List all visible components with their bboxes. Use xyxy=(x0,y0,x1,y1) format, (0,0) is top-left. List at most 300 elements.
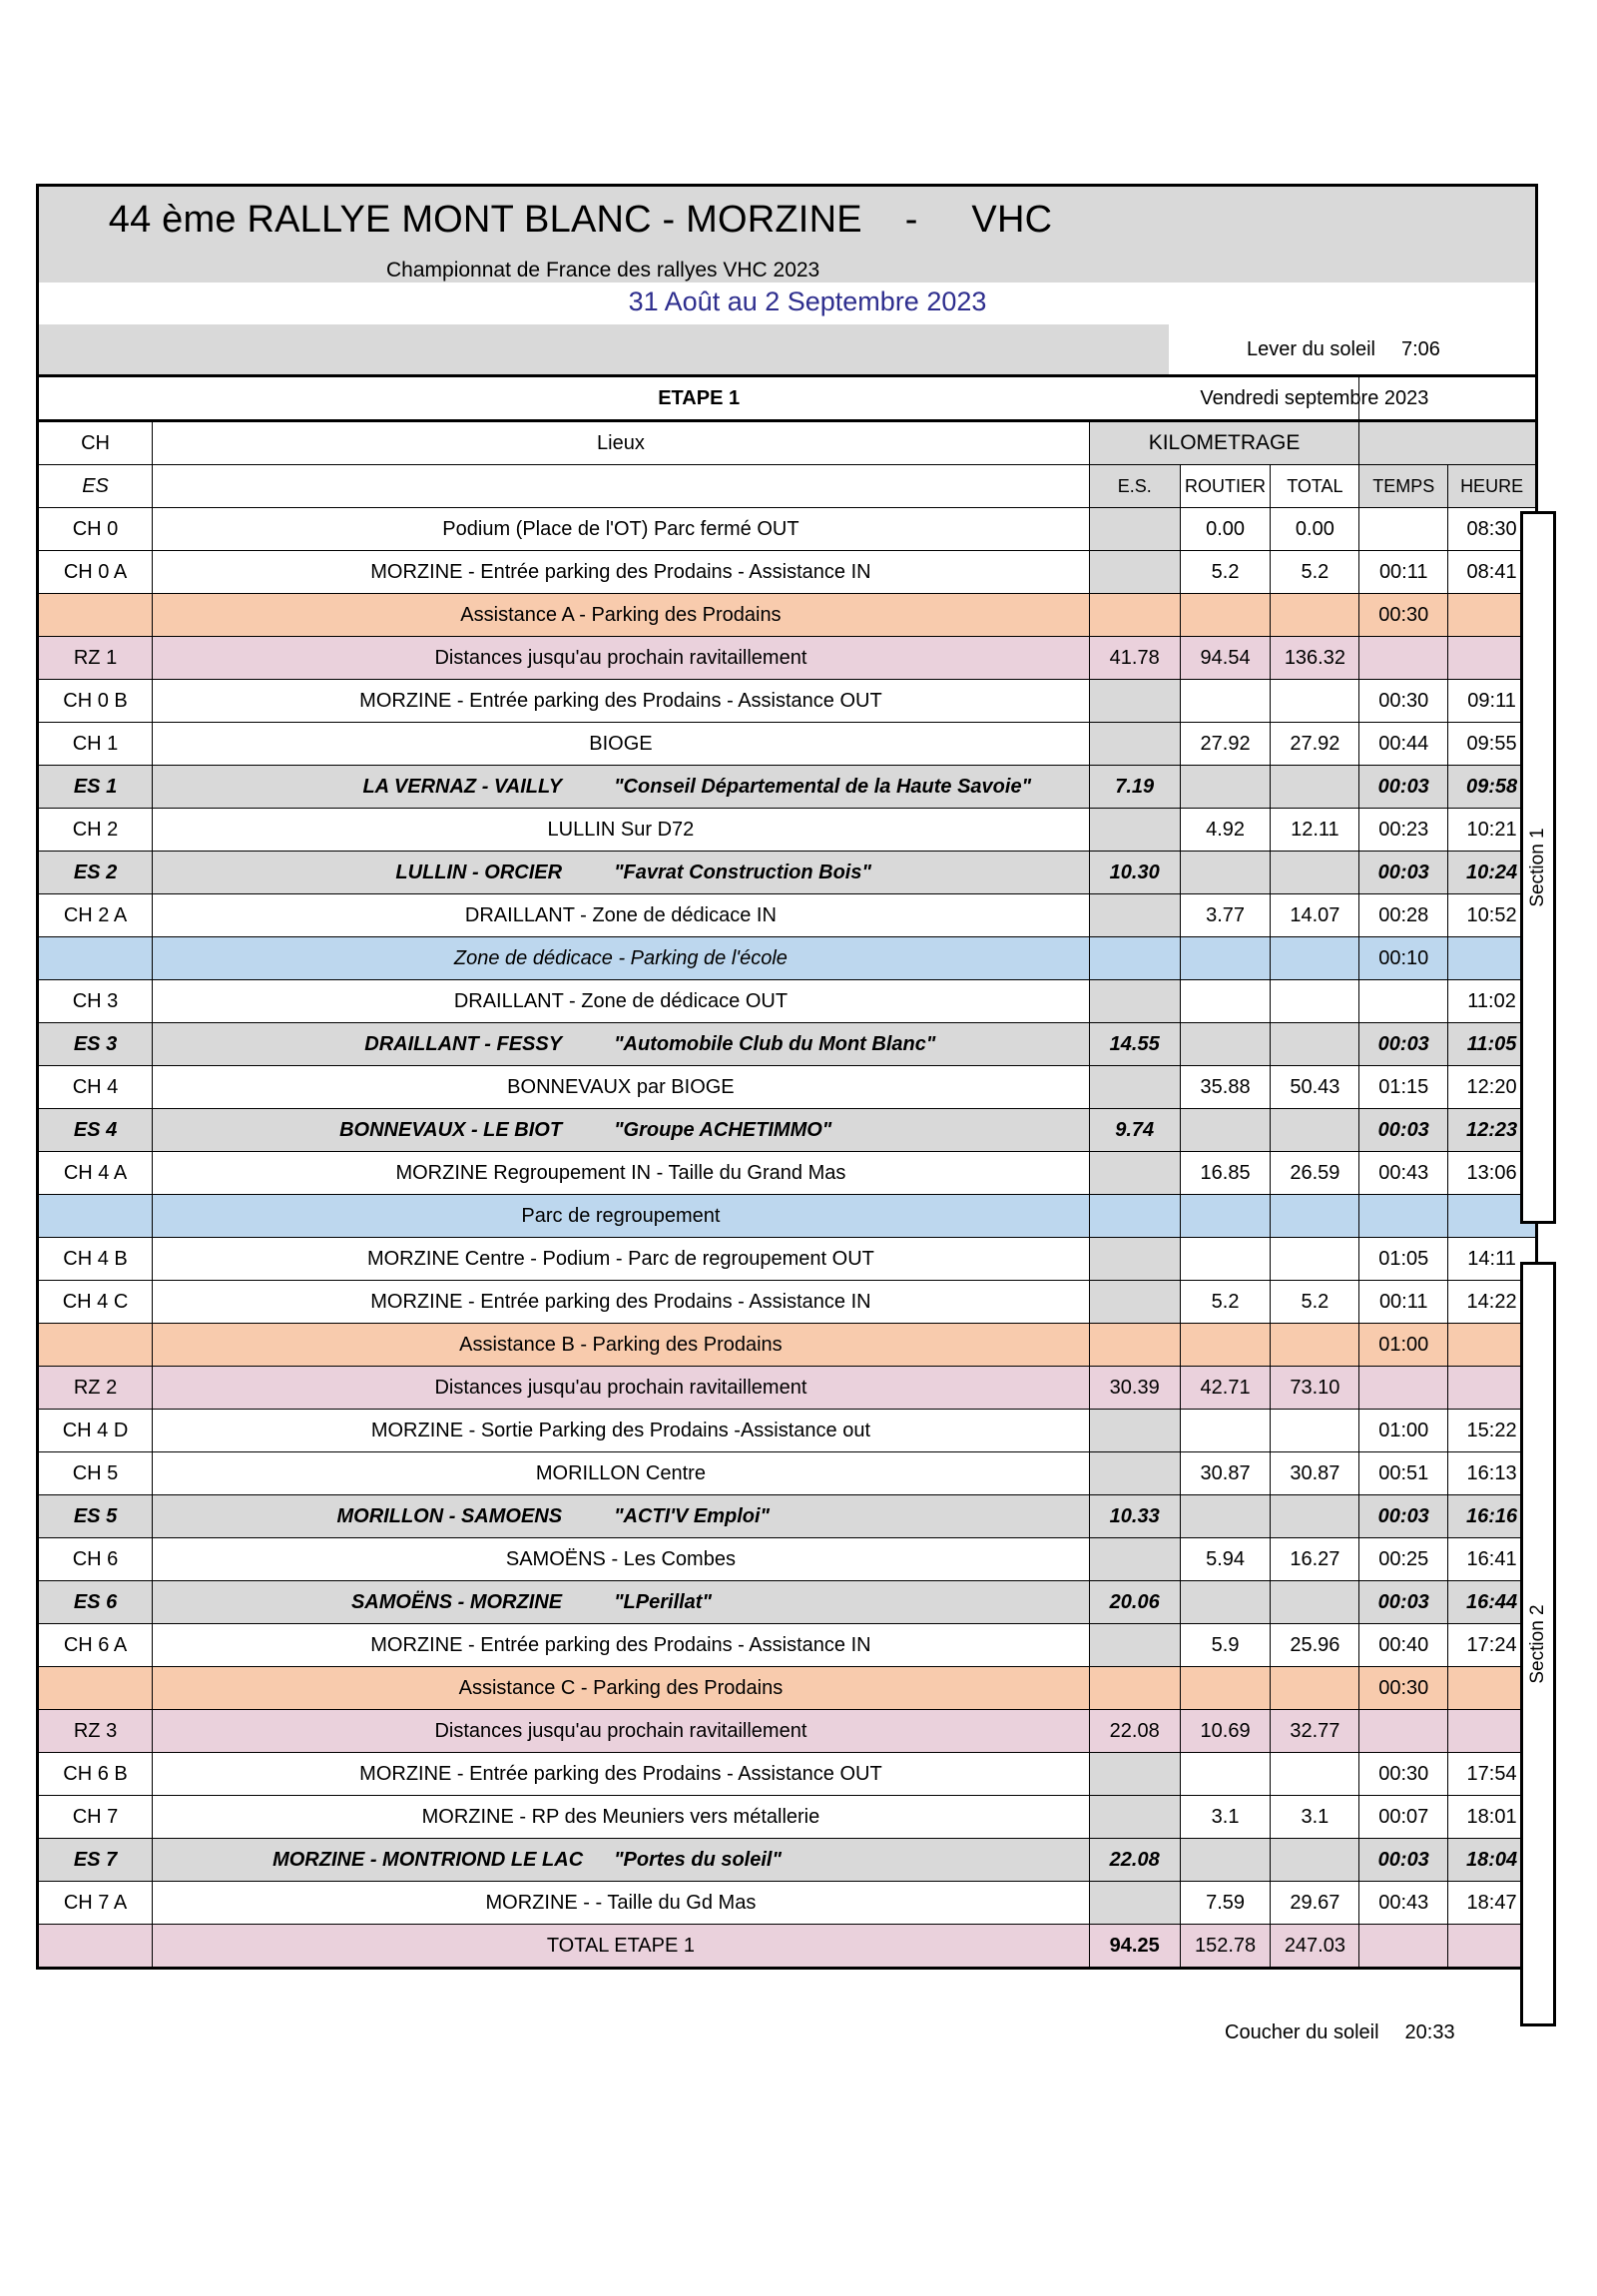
km-routier xyxy=(1180,766,1271,809)
km-routier: 27.92 xyxy=(1180,723,1271,766)
km-total: 5.2 xyxy=(1271,551,1359,594)
stage-name: MORZINE - MONTRIOND LE LAC xyxy=(272,1848,584,1871)
stage-sponsor: "Favrat Construction Bois" xyxy=(614,861,871,883)
total-km-es: 94.25 xyxy=(1089,1925,1180,1969)
km-total xyxy=(1271,852,1359,894)
km-es xyxy=(1089,508,1180,551)
km-total: 14.07 xyxy=(1271,894,1359,937)
row-blank xyxy=(38,1667,153,1710)
km-total xyxy=(1271,766,1359,809)
special-stage-row xyxy=(38,1109,1537,1152)
time-temps xyxy=(1359,1367,1448,1410)
assistance-row xyxy=(38,594,1537,637)
assistance-place: Assistance B - Parking des Prodains xyxy=(153,1324,1090,1367)
km-es: 9.74 xyxy=(1089,1109,1180,1152)
stage-name: LA VERNAZ - VAILLY xyxy=(362,775,563,798)
col-heure: HEURE xyxy=(1448,465,1537,508)
time-heure: 14:22 xyxy=(1448,1281,1537,1324)
document-header xyxy=(36,184,1538,374)
km-es xyxy=(1089,1667,1180,1710)
km-routier xyxy=(1180,937,1271,980)
etape-day-text: Vendredi septembre 2023 xyxy=(1200,386,1429,409)
special-stage-row xyxy=(38,1495,1537,1538)
km-total: 136.32 xyxy=(1271,637,1359,680)
time-heure: 12:20 xyxy=(1448,1066,1537,1109)
km-es xyxy=(1089,1195,1180,1238)
row-blank xyxy=(38,937,153,980)
control-row xyxy=(38,551,1537,594)
special-stage-row xyxy=(38,1839,1537,1882)
total-km-total: 247.03 xyxy=(1271,1925,1359,1969)
assistance-place: Assistance C - Parking des Prodains xyxy=(153,1667,1090,1710)
km-es: 7.19 xyxy=(1089,766,1180,809)
time-temps: 00:30 xyxy=(1359,594,1448,637)
stage-code: ES 4 xyxy=(38,1109,153,1152)
km-total: 12.11 xyxy=(1271,809,1359,852)
control-place: MORZINE - Entrée parking des Prodains - Assistance IN xyxy=(153,1281,1090,1324)
time-temps: 00:44 xyxy=(1359,723,1448,766)
control-row xyxy=(38,1796,1537,1839)
control-place: MORZINE - RP des Meuniers vers métallerie xyxy=(153,1796,1090,1839)
itinerary-table xyxy=(36,374,1538,1970)
itinerary-body xyxy=(38,376,1537,1969)
special-stage-row xyxy=(38,1023,1537,1066)
km-routier: 10.69 xyxy=(1180,1710,1271,1753)
refuel-row xyxy=(38,1710,1537,1753)
section-1-label: Section 1 xyxy=(1527,828,1548,907)
control-row xyxy=(38,508,1537,551)
special-stage-row xyxy=(38,766,1537,809)
control-row xyxy=(38,809,1537,852)
km-routier: 4.92 xyxy=(1180,809,1271,852)
time-temps: 00:03 xyxy=(1359,852,1448,894)
time-heure: 13:06 xyxy=(1448,1152,1537,1195)
km-routier xyxy=(1180,594,1271,637)
km-es xyxy=(1089,1753,1180,1796)
km-routier: 3.77 xyxy=(1180,894,1271,937)
km-total xyxy=(1271,1753,1359,1796)
control-place: MORZINE - Entrée parking des Prodains - Assistance OUT xyxy=(153,1753,1090,1796)
km-es: 14.55 xyxy=(1089,1023,1180,1066)
column-header-row-2 xyxy=(38,465,1537,508)
special-stage-row xyxy=(38,1581,1537,1624)
km-es xyxy=(1089,894,1180,937)
time-temps: 00:51 xyxy=(1359,1452,1448,1495)
km-es: 22.08 xyxy=(1089,1839,1180,1882)
section-2-label: Section 2 xyxy=(1527,1604,1548,1684)
assistance-place: Assistance A - Parking des Prodains xyxy=(153,594,1090,637)
km-routier xyxy=(1180,1324,1271,1367)
time-heure: 16:13 xyxy=(1448,1452,1537,1495)
row-blank xyxy=(38,1324,153,1367)
time-temps xyxy=(1359,1710,1448,1753)
sunset xyxy=(1225,2021,1455,2044)
roadbook-page xyxy=(36,184,1538,1970)
column-header-row-1 xyxy=(38,421,1537,465)
time-heure: 14:11 xyxy=(1448,1238,1537,1281)
km-total: 25.96 xyxy=(1271,1624,1359,1667)
km-es xyxy=(1089,1796,1180,1839)
time-temps: 00:28 xyxy=(1359,894,1448,937)
control-place: DRAILLANT - Zone de dédicace OUT xyxy=(153,980,1090,1023)
header-dates-band xyxy=(39,283,1535,324)
km-es: 22.08 xyxy=(1089,1710,1180,1753)
stage-code: ES 3 xyxy=(38,1023,153,1066)
control-code: CH 6 A xyxy=(38,1624,153,1667)
km-total xyxy=(1271,1023,1359,1066)
time-temps: 01:15 xyxy=(1359,1066,1448,1109)
km-total: 50.43 xyxy=(1271,1066,1359,1109)
control-code: CH 6 xyxy=(38,1538,153,1581)
control-code: CH 4 xyxy=(38,1066,153,1109)
km-es xyxy=(1089,1281,1180,1324)
total-label: TOTAL ETAPE 1 xyxy=(153,1925,1090,1969)
km-total xyxy=(1271,1667,1359,1710)
km-total: 32.77 xyxy=(1271,1710,1359,1753)
stage-sponsor: "Conseil Départemental de la Haute Savoie" xyxy=(614,775,1032,798)
regroup-row xyxy=(38,1195,1537,1238)
km-es xyxy=(1089,551,1180,594)
km-total: 16.27 xyxy=(1271,1538,1359,1581)
control-code: CH 4 A xyxy=(38,1152,153,1195)
time-heure: 16:44 xyxy=(1448,1581,1537,1624)
time-heure: 10:24 xyxy=(1448,852,1537,894)
time-heure: 12:23 xyxy=(1448,1109,1537,1152)
km-total: 5.2 xyxy=(1271,1281,1359,1324)
km-total xyxy=(1271,980,1359,1023)
km-routier xyxy=(1180,1023,1271,1066)
stage-description xyxy=(153,1839,1090,1882)
control-code: CH 0 xyxy=(38,508,153,551)
time-temps: 00:40 xyxy=(1359,1624,1448,1667)
stage-sponsor: "Portes du soleil" xyxy=(614,1848,782,1871)
control-code: CH 1 xyxy=(38,723,153,766)
km-es xyxy=(1089,723,1180,766)
control-row xyxy=(38,894,1537,937)
km-es: 10.33 xyxy=(1089,1495,1180,1538)
col-total: TOTAL xyxy=(1271,465,1359,508)
stage-sponsor: "LPerillat" xyxy=(614,1590,712,1613)
sunrise-label: Lever du soleil xyxy=(1247,338,1375,360)
control-code: CH 5 xyxy=(38,1452,153,1495)
assistance-row xyxy=(38,1324,1537,1367)
time-heure: 18:01 xyxy=(1448,1796,1537,1839)
time-temps: 00:03 xyxy=(1359,766,1448,809)
km-es xyxy=(1089,594,1180,637)
km-es: 20.06 xyxy=(1089,1581,1180,1624)
km-routier xyxy=(1180,1667,1271,1710)
km-es xyxy=(1089,1152,1180,1195)
km-es xyxy=(1089,1324,1180,1367)
time-temps: 00:30 xyxy=(1359,1667,1448,1710)
time-temps: 01:05 xyxy=(1359,1238,1448,1281)
col-km-es: E.S. xyxy=(1089,465,1180,508)
control-code: CH 2 A xyxy=(38,894,153,937)
stage-name: LULLIN - ORCIER xyxy=(395,861,563,883)
km-routier: 5.9 xyxy=(1180,1624,1271,1667)
stage-code: ES 5 xyxy=(38,1495,153,1538)
km-es: 10.30 xyxy=(1089,852,1180,894)
time-temps xyxy=(1359,637,1448,680)
km-routier: 3.1 xyxy=(1180,1796,1271,1839)
row-blank xyxy=(38,1925,153,1969)
sunset-label: Coucher du soleil xyxy=(1225,2021,1379,2043)
refuel-label: Distances jusqu'au prochain ravitaillement xyxy=(153,1367,1090,1410)
control-row xyxy=(38,1066,1537,1109)
time-heure: 09:55 xyxy=(1448,723,1537,766)
km-routier xyxy=(1180,680,1271,723)
km-total xyxy=(1271,1109,1359,1152)
col-temps: TEMPS xyxy=(1359,465,1448,508)
control-code: CH 4 B xyxy=(38,1238,153,1281)
control-row xyxy=(38,1452,1537,1495)
km-routier: 35.88 xyxy=(1180,1066,1271,1109)
stage-name: MORILLON - SAMOENS xyxy=(336,1504,563,1527)
km-routier: 0.00 xyxy=(1180,508,1271,551)
control-row xyxy=(38,980,1537,1023)
control-code: CH 6 B xyxy=(38,1753,153,1796)
km-total: 3.1 xyxy=(1271,1796,1359,1839)
time-heure: 18:04 xyxy=(1448,1839,1537,1882)
control-place: SAMOËNS - Les Combes xyxy=(153,1538,1090,1581)
time-temps xyxy=(1359,508,1448,551)
time-temps: 00:03 xyxy=(1359,1581,1448,1624)
control-code: CH 0 A xyxy=(38,551,153,594)
control-row xyxy=(38,1753,1537,1796)
km-total xyxy=(1271,1581,1359,1624)
col-routier: ROUTIER xyxy=(1180,465,1271,508)
km-total: 29.67 xyxy=(1271,1882,1359,1925)
control-place: MORZINE - Entrée parking des Prodains - Assistance OUT xyxy=(153,680,1090,723)
rally-title: 44 ème RALLYE MONT BLANC - MORZINE - VHC xyxy=(108,199,1053,241)
time-temps: 00:11 xyxy=(1359,1281,1448,1324)
control-code: CH 2 xyxy=(38,809,153,852)
control-row xyxy=(38,1238,1537,1281)
stage-code: ES 7 xyxy=(38,1839,153,1882)
km-total xyxy=(1271,594,1359,637)
control-place: LULLIN Sur D72 xyxy=(153,809,1090,852)
control-row xyxy=(38,1152,1537,1195)
refuel-row xyxy=(38,1367,1537,1410)
control-place: MORZINE Regroupement IN - Taille du Grand Mas xyxy=(153,1152,1090,1195)
stage-code: ES 6 xyxy=(38,1581,153,1624)
km-total xyxy=(1271,1410,1359,1452)
km-total: 26.59 xyxy=(1271,1152,1359,1195)
km-es xyxy=(1089,1238,1180,1281)
km-routier: 5.94 xyxy=(1180,1538,1271,1581)
time-heure: 17:24 xyxy=(1448,1624,1537,1667)
control-place: BONNEVAUX par BIOGE xyxy=(153,1066,1090,1109)
control-place: MORZINE Centre - Podium - Parc de regroupement OUT xyxy=(153,1238,1090,1281)
refuel-code: RZ 3 xyxy=(38,1710,153,1753)
km-es xyxy=(1089,680,1180,723)
time-temps: 00:03 xyxy=(1359,1109,1448,1152)
stage-description xyxy=(153,1495,1090,1538)
km-routier xyxy=(1180,1495,1271,1538)
total-km-routier: 152.78 xyxy=(1180,1925,1271,1969)
header-sunrise-band xyxy=(39,324,1535,374)
stage-description xyxy=(153,766,1090,809)
time-temps: 00:11 xyxy=(1359,551,1448,594)
control-place: BIOGE xyxy=(153,723,1090,766)
control-row xyxy=(38,680,1537,723)
time-temps: 00:10 xyxy=(1359,937,1448,980)
km-routier xyxy=(1180,980,1271,1023)
sunset-time: 20:33 xyxy=(1404,2021,1455,2043)
km-total: 73.10 xyxy=(1271,1367,1359,1410)
control-place: MORZINE - - Taille du Gd Mas xyxy=(153,1882,1090,1925)
km-total: 0.00 xyxy=(1271,508,1359,551)
regroup-place: Parc de regroupement xyxy=(153,1195,1090,1238)
time-temps: 00:03 xyxy=(1359,1495,1448,1538)
control-row xyxy=(38,1624,1537,1667)
time-temps: 00:30 xyxy=(1359,680,1448,723)
refuel-row xyxy=(38,637,1537,680)
control-code: CH 7 xyxy=(38,1796,153,1839)
time-temps: 01:00 xyxy=(1359,1410,1448,1452)
km-total xyxy=(1271,1195,1359,1238)
time-temps: 00:25 xyxy=(1359,1538,1448,1581)
km-es xyxy=(1089,809,1180,852)
km-routier: 30.87 xyxy=(1180,1452,1271,1495)
etape-row xyxy=(38,376,1537,421)
time-temps: 00:43 xyxy=(1359,1882,1448,1925)
control-place: DRAILLANT - Zone de dédicace IN xyxy=(153,894,1090,937)
col-es: ES xyxy=(38,465,153,508)
control-code: CH 4 D xyxy=(38,1410,153,1452)
col-lieux-blank xyxy=(153,465,1090,508)
time-heure: 17:54 xyxy=(1448,1753,1537,1796)
section-2-marker xyxy=(1520,1262,1556,2026)
control-place: Podium (Place de l'OT) Parc fermé OUT xyxy=(153,508,1090,551)
row-blank xyxy=(38,594,153,637)
time-heure: 11:02 xyxy=(1448,980,1537,1023)
control-code: CH 7 A xyxy=(38,1882,153,1925)
km-total xyxy=(1271,680,1359,723)
rally-dates: 31 Août au 2 Septembre 2023 xyxy=(628,287,987,316)
control-place: MORZINE - Entrée parking des Prodains - Assistance IN xyxy=(153,551,1090,594)
time-temps: 00:03 xyxy=(1359,1839,1448,1882)
km-es xyxy=(1089,937,1180,980)
km-es xyxy=(1089,1410,1180,1452)
km-total xyxy=(1271,937,1359,980)
stage-name: BONNEVAUX - LE BIOT xyxy=(339,1118,563,1141)
km-es xyxy=(1089,1066,1180,1109)
km-routier: 5.2 xyxy=(1180,1281,1271,1324)
stage-sponsor: "Automobile Club du Mont Blanc" xyxy=(614,1032,936,1055)
km-es xyxy=(1089,980,1180,1023)
time-heure: 18:47 xyxy=(1448,1882,1537,1925)
control-row xyxy=(38,1538,1537,1581)
control-place: MORZINE - Sortie Parking des Prodains -Assistance out xyxy=(153,1410,1090,1452)
stage-sponsor: "ACTI'V Emploi" xyxy=(614,1504,771,1527)
time-heure: 08:41 xyxy=(1448,551,1537,594)
km-total xyxy=(1271,1324,1359,1367)
km-routier: 94.54 xyxy=(1180,637,1271,680)
km-total xyxy=(1271,1839,1359,1882)
km-es xyxy=(1089,1452,1180,1495)
time-temps: 00:30 xyxy=(1359,1753,1448,1796)
stage-description xyxy=(153,1581,1090,1624)
km-es xyxy=(1089,1624,1180,1667)
time-temps xyxy=(1359,1195,1448,1238)
header-title-band xyxy=(39,187,1535,283)
km-routier: 16.85 xyxy=(1180,1152,1271,1195)
championship-subtitle: Championnat de France des rallyes VHC 2023 xyxy=(386,259,820,282)
section-1-marker xyxy=(1520,511,1556,1224)
control-row xyxy=(38,1281,1537,1324)
km-routier: 7.59 xyxy=(1180,1882,1271,1925)
time-temps: 00:43 xyxy=(1359,1152,1448,1195)
time-temps xyxy=(1359,980,1448,1023)
etape-day xyxy=(1200,376,1537,421)
km-routier: 42.71 xyxy=(1180,1367,1271,1410)
stage-description xyxy=(153,1023,1090,1066)
stage-code: ES 2 xyxy=(38,852,153,894)
time-heure: 15:22 xyxy=(1448,1410,1537,1452)
time-heure: 10:52 xyxy=(1448,894,1537,937)
km-routier xyxy=(1180,1238,1271,1281)
control-row xyxy=(38,1410,1537,1452)
control-row xyxy=(38,723,1537,766)
control-code: CH 0 B xyxy=(38,680,153,723)
km-total xyxy=(1271,1495,1359,1538)
col-time-group xyxy=(1359,421,1537,465)
refuel-code: RZ 2 xyxy=(38,1367,153,1410)
stage-name: DRAILLANT - FESSY xyxy=(364,1032,563,1055)
km-routier xyxy=(1180,1839,1271,1882)
time-heure: 11:05 xyxy=(1448,1023,1537,1066)
km-total: 30.87 xyxy=(1271,1452,1359,1495)
row-blank xyxy=(38,1195,153,1238)
control-place: MORZINE - Entrée parking des Prodains - Assistance IN xyxy=(153,1624,1090,1667)
sunrise xyxy=(1247,338,1440,361)
km-routier: 5.2 xyxy=(1180,551,1271,594)
refuel-label: Distances jusqu'au prochain ravitaillement xyxy=(153,1710,1090,1753)
stage-sponsor: "Groupe ACHETIMMO" xyxy=(614,1118,832,1141)
time-temps: 01:00 xyxy=(1359,1324,1448,1367)
time-heure: 16:16 xyxy=(1448,1495,1537,1538)
km-routier xyxy=(1180,1753,1271,1796)
control-code: CH 4 C xyxy=(38,1281,153,1324)
km-routier xyxy=(1180,852,1271,894)
time-temps: 00:03 xyxy=(1359,1023,1448,1066)
time-heure: 09:11 xyxy=(1448,680,1537,723)
time-temps: 00:23 xyxy=(1359,809,1448,852)
header-grey-block xyxy=(39,324,1169,374)
km-routier xyxy=(1180,1109,1271,1152)
sunrise-time: 7:06 xyxy=(1400,338,1440,360)
stage-description xyxy=(153,1109,1090,1152)
time-heure: 10:21 xyxy=(1448,809,1537,852)
time-temps xyxy=(1359,1925,1448,1969)
time-heure: 08:30 xyxy=(1448,508,1537,551)
etape-label: ETAPE 1 xyxy=(38,376,1359,421)
time-heure: 16:41 xyxy=(1448,1538,1537,1581)
km-routier xyxy=(1180,1195,1271,1238)
dedicace-place: Zone de dédicace - Parking de l'école xyxy=(153,937,1090,980)
km-es: 41.78 xyxy=(1089,637,1180,680)
km-total: 27.92 xyxy=(1271,723,1359,766)
dedicace-row xyxy=(38,937,1537,980)
control-row xyxy=(38,1882,1537,1925)
time-temps: 00:07 xyxy=(1359,1796,1448,1839)
km-es xyxy=(1089,1882,1180,1925)
col-lieux: Lieux xyxy=(153,421,1090,465)
control-code: CH 3 xyxy=(38,980,153,1023)
refuel-code: RZ 1 xyxy=(38,637,153,680)
control-place: MORILLON Centre xyxy=(153,1452,1090,1495)
